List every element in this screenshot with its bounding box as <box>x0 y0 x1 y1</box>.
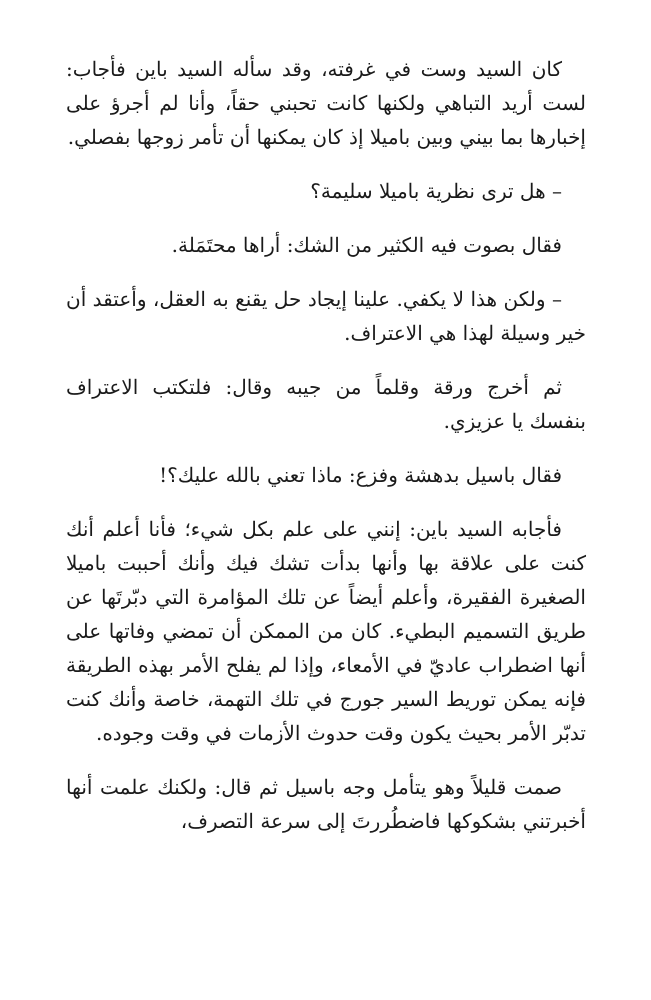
paragraph: ثم أخرج ورقة وقلماً من جيبه وقال: فلتكتب الاعتراف بنفسك يا عزيزي. <box>66 375 586 433</box>
paragraph: كان السيد وست في غرفته، وقد سأله السيد باين فأجاب: لست أريد التباهي ولكنها كانت تحبني حقاً، وأنا لم أجرؤ على إخبارها بما بيني وبين باميلا إذ كان يمكنها أن تأمر زوجها بفصلي. <box>66 57 586 149</box>
paragraph: صمت قليلاً وهو يتأمل وجه باسيل ثم قال: ولكنك علمت أنها أخبرتني بشكوكها فاضطُررتَ إلى سرعة التصرف، <box>66 775 586 833</box>
document-page <box>66 52 586 838</box>
paragraph: فقال باسيل بدهشة وفزع: ماذا تعني بالله عليك؟! <box>159 463 562 487</box>
paragraph: – ولكن هذا لا يكفي. علينا إيجاد حل يقنع به العقل، وأعتقد أن خير وسيلة لهذا هي الاعتراف. <box>66 287 586 345</box>
paragraph: فأجابه السيد باين: إنني على علم بكل شيء؛ فأنا أعلم أنك كنت على علاقة بها وأنها بدأت تشك فيك وأنك أحببت باميلا الصغيرة الفقيرة، وأعلم أيضاً عن تلك المؤامرة التي دبّرتَها عن طريق التسميم البطيء. كان من الممكن أن تمضي وفاتها على أنها اضطراب عاديّ في الأمعاء، وإذا لم يفلح الأمر بهذه الطريقة فإنه يمكن توريط السير جورج في تلك التهمة، خاصة وأنك كنت تدبّر الأمر بحيث يكون وقت حدوث الأزمات في وقت وجوده. <box>66 517 586 745</box>
paragraph: – هل ترى نظرية باميلا سليمة؟ <box>310 179 562 203</box>
paragraph: فقال بصوت فيه الكثير من الشك: أراها محتَمَلة. <box>171 233 562 257</box>
